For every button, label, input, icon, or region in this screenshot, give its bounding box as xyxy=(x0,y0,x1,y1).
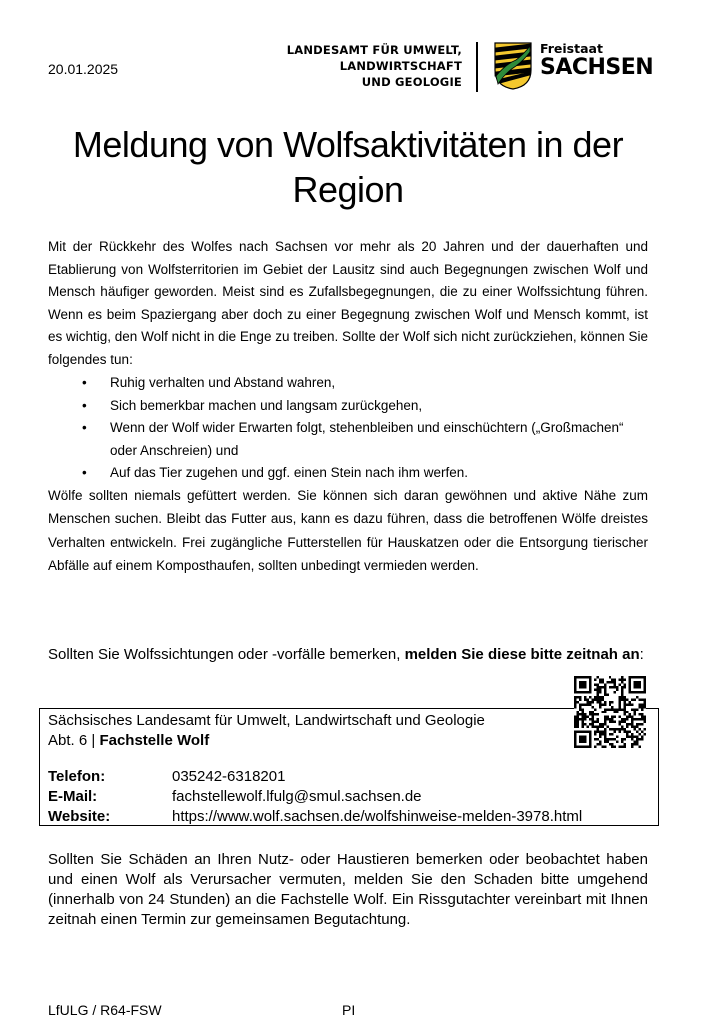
report-suffix: : xyxy=(639,646,644,663)
list-item xyxy=(48,417,648,462)
bullet-icon: • xyxy=(82,375,87,390)
website-link[interactable]: https://www.wolf.sachsen.de/wolfshinweise-melden-3978.html xyxy=(172,808,583,825)
phone-value[interactable]: 035242-6318201 xyxy=(172,768,286,785)
bullet-icon: • xyxy=(82,397,87,413)
report-emphasis: melden Sie diese bitte zeitnah an xyxy=(404,646,640,663)
lfulg-logo-line: LANDESAMT FÜR UMWELT, xyxy=(286,43,462,57)
tip-text: Ruhig verhalten und Abstand wahren, xyxy=(110,375,336,390)
saxony-coat-of-arms-icon xyxy=(494,42,532,90)
bullet-icon: • xyxy=(82,465,87,481)
report-intro xyxy=(48,645,648,665)
tip-text: Auf das Tier zugehen und ggf. einen Stein nach ihm werfen. xyxy=(110,465,468,481)
freistaat-label: Freistaat xyxy=(540,41,603,56)
org-name: Sächsisches Landesamt für Umwelt, Landwirtschaft und Geologie xyxy=(48,712,485,729)
list-item xyxy=(48,372,648,395)
lfulg-logo-line: LANDWIRTSCHAFT xyxy=(339,59,462,73)
footer-mark: PI xyxy=(342,1002,356,1018)
dept-prefix: Abt. 6 | xyxy=(48,732,100,749)
tips-list xyxy=(48,372,648,485)
bullet-icon: • xyxy=(82,420,87,436)
tip-text: Wenn der Wolf wider Erwarten folgt, stehenbleiben und einschüchtern („Großmachen“ oder Anschreien) und xyxy=(110,420,624,458)
page-title: Meldung von Wolfsaktivitäten in der Region xyxy=(72,124,624,210)
org-department xyxy=(48,731,568,751)
phone-row xyxy=(48,767,285,787)
feeding-paragraph: Wölfe sollten niemals gefüttert werden. Sie können sich daran gewöhnen und aktive Nähe zum Menschen suchen. Bleibt das Futter aus, kann es dazu führen, dass die betroffenen Wölfe dreistes Verhalten entwickeln. Frei zugängliche Futterstellen für Hauskatzen oder die Entsorgung tierischer Abfälle auf einem Komposthaufen, sollten unbedingt vermieden werden. xyxy=(48,488,648,573)
lfulg-logo-line: UND GEOLOGIE xyxy=(361,75,462,89)
list-item xyxy=(48,462,648,485)
qr-code-icon[interactable] xyxy=(574,676,646,748)
intro-paragraph: Mit der Rückkehr des Wolfes nach Sachsen vor mehr als 20 Jahren und der dauerhaften und Etablierung von Wolfsterritorien im Gebiet der Lausitz sind auch Begegnungen zwischen Wolf und Mensch häufiger geworden. Meist sind es Zufallsbegegnungen, die zu einer Wolfssichtung führen. Wenn es beim Spaziergang aber doch zu einer Begegnung zwischen Wolf und Mensch kommt, ist es wichtig, den Wolf nicht in die Enge zu treiben. Sollte der Wolf sich nicht zurückziehen, können Sie folgendes tun: xyxy=(48,239,648,367)
contact-organization xyxy=(48,711,568,751)
sachsen-label: SACHSEN xyxy=(540,55,654,80)
tip-text: Sich bemerkbar machen und langsam zurückgehen, xyxy=(110,397,423,413)
sachsen-logo xyxy=(540,42,653,80)
website-row xyxy=(48,807,582,827)
email-link[interactable]: fachstellewolf.lfulg@smul.sachsen.de xyxy=(172,788,422,805)
damage-paragraph: Sollten Sie Schäden an Ihren Nutz- oder Haustieren bemerken oder beobachtet haben und einen Wolf als Verursacher vermuten, melden Sie den Schaden bitte umgehend (innerhalb von 24 Stunden) an die Fachstelle Wolf. Ein Rissgutachter vereinbart mit Ihnen zeitnah einen Termin zur gemeinsamen Begutachtung. xyxy=(48,851,648,928)
phone-label: Telefon: xyxy=(48,768,106,785)
list-item xyxy=(48,395,648,418)
email-label: E-Mail: xyxy=(48,788,98,805)
website-label: Website: xyxy=(48,808,111,825)
email-row xyxy=(48,787,422,807)
lfulg-logo xyxy=(270,42,462,90)
dept-name: Fachstelle Wolf xyxy=(99,732,210,749)
report-prefix: Sollten Sie Wolfssichtungen oder -vorfälle bemerken, xyxy=(48,646,405,663)
document-date: 20.01.2025 xyxy=(48,61,119,77)
footer-code: LfULG / R64-FSW xyxy=(48,1002,162,1018)
logo-divider xyxy=(476,42,478,92)
